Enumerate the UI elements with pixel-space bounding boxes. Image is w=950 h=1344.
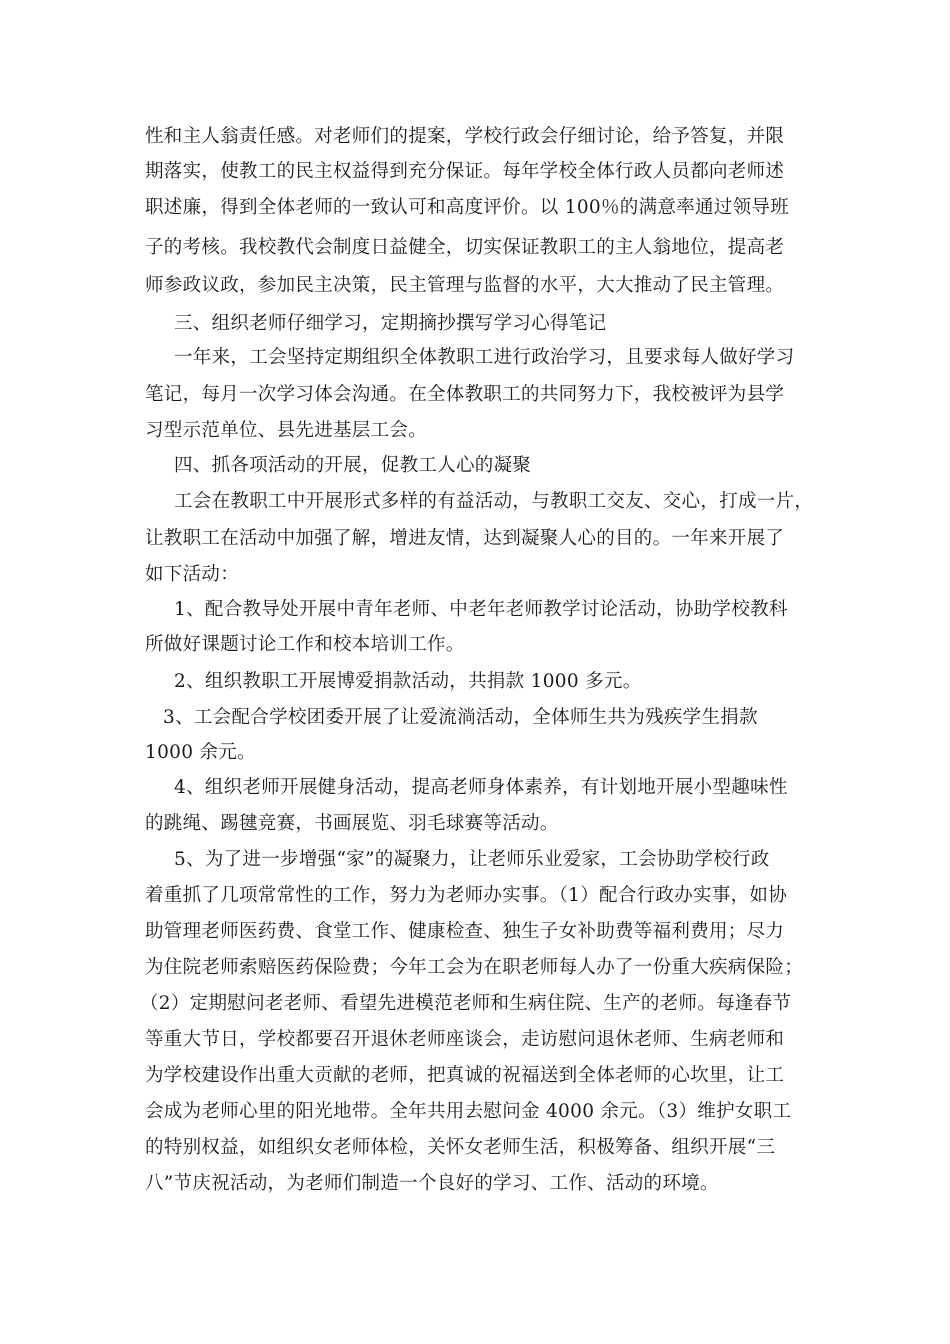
text-line: 的特别权益，如组织女老师体检，关怀女老师生活，积极筹备、组织开展“三 xyxy=(145,1137,776,1158)
text-line: 八”节庆祝活动，为老师们制造一个良好的学习、工作、活动的环境。 xyxy=(145,1173,719,1194)
text-line: 等重大节日，学校都要召开退休老师座谈会，走访慰问退休老师、生病老师和 xyxy=(145,1029,785,1050)
text-line: 助管理老师医药费、食堂工作、健康检查、独生子女补助费等福利费用；尽力 xyxy=(145,921,785,942)
text-line: 师参政议政，参加民主决策，民主管理与监督的水平，大大推动了民主管理。 xyxy=(145,275,785,296)
text-line: （2）定期慰问老老师、看望先进模范老师和生病住院、生产的老师。每逢春节 xyxy=(140,993,792,1014)
text-line: 性和主人翁责任感。对老师们的提案，学校行政会仔细讨论，给予答复，并限 xyxy=(145,126,785,147)
text-line: 职述廉，得到全体老师的一致认可和高度评价。以 100％的满意率通过领导班 xyxy=(145,197,789,218)
text-line: 如下活动： xyxy=(145,564,240,585)
text-line: 让教职工在活动中加强了解，增进友情，达到凝聚人心的目的。一年来开展了 xyxy=(145,528,785,549)
text-line: 期落实，使教工的民主权益得到充分保证。每年学校全体行政人员都向老师述 xyxy=(145,161,785,182)
section-heading: 三、组织老师仔细学习，定期摘抄撰写学习心得笔记 xyxy=(174,313,607,334)
text-line: 子的考核。我校教代会制度日益健全，切实保证教职工的主人翁地位，提高老 xyxy=(145,237,785,258)
list-item: 5、为了进一步增强“家”的凝聚力，让老师乐业爱家，工会协助学校行政 xyxy=(174,849,770,870)
text-line: 工会在教职工中开展形式多样的有益活动，与教职工交友、交心，打成一片， xyxy=(174,491,814,512)
text-line: 的跳绳、踢毽竞赛，书画展览、羽毛球赛等活动。 xyxy=(145,813,559,834)
list-item: 3、工会配合学校团委开展了让爱流淌活动，全体师生共为残疾学生捐款 xyxy=(163,707,758,728)
list-item: 4、组织老师开展健身活动，提高老师身体素养，有计划地开展小型趣味性 xyxy=(174,777,788,798)
text-line: 着重抓了几项常常性的工作，努力为老师办实事。（1）配合行政办实事，如协 xyxy=(145,885,788,906)
text-line: 习型示范单位、县先进基层工会。 xyxy=(145,420,428,441)
text-line: 一年来，工会坚持定期组织全体教职工进行政治学习，且要求每人做好学习 xyxy=(174,347,795,368)
text-line: 1000 余元。 xyxy=(145,742,256,763)
text-line: 所做好课题讨论工作和校本培训工作。 xyxy=(145,634,465,655)
section-heading: 四、抓各项活动的开展，促教工人心的凝聚 xyxy=(174,455,532,476)
text-line: 会成为老师心里的阳光地带。全年共用去慰问金 4000 余元。（3）维护女职工 xyxy=(145,1101,792,1122)
text-line: 为学校建设作出重大贡献的老师，把真诚的祝福送到全体老师的心坎里，让工 xyxy=(145,1065,785,1086)
list-item: 2、组织教职工开展博爱捐款活动，共捐款 1000 多元。 xyxy=(174,671,642,692)
text-line: 为住院老师索赔医药保险费；今年工会为在职老师每人办了一份重大疾病保险； xyxy=(145,957,804,978)
text-line: 笔记，每月一次学习体会沟通。在全体教职工的共同努力下，我校被评为县学 xyxy=(145,384,785,405)
list-item: 1、配合教导处开展中青年老师、中老年老师教学讨论活动，协助学校教科 xyxy=(174,599,788,620)
